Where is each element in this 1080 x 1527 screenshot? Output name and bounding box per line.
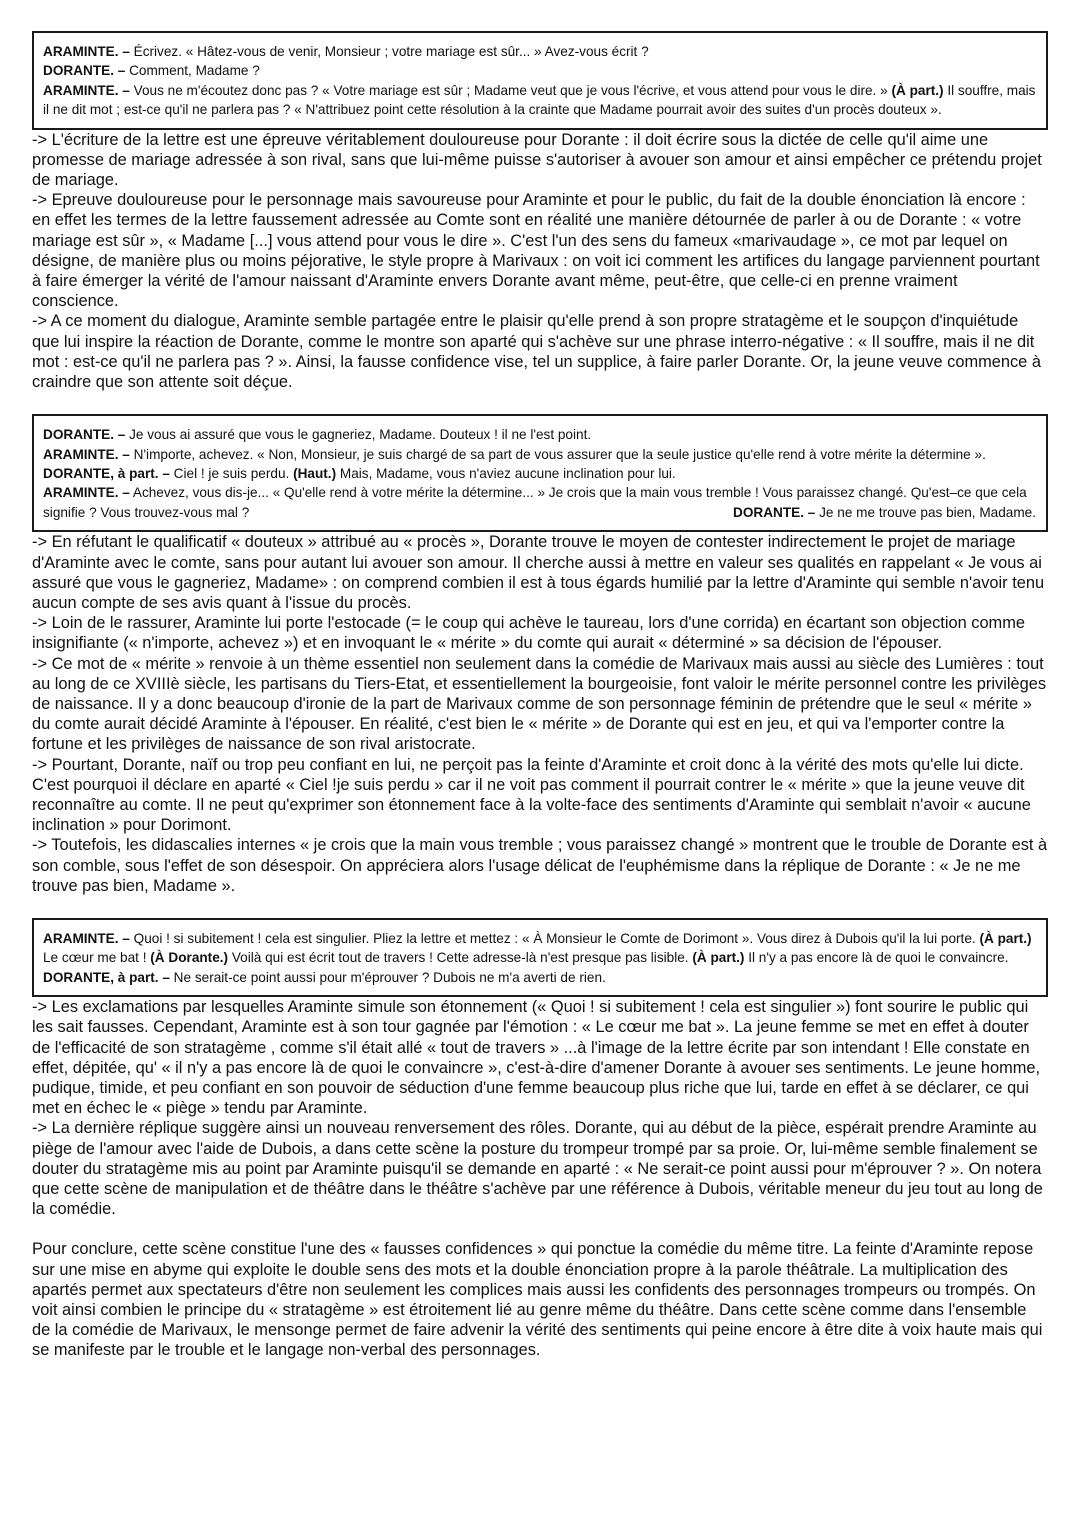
excerpt-line (43, 929, 1036, 968)
commentary-3 (32, 997, 1048, 1219)
line-text: Ne serait-ce point aussi pour m'éprouver ? Dubois ne m'a averti de rien. (169, 969, 606, 985)
excerpt-line (43, 425, 1036, 444)
excerpt-box-2 (32, 414, 1048, 532)
excerpt-box-3 (32, 918, 1048, 997)
speaker-name: ARAMINTE. – (43, 82, 130, 98)
commentary-paragraph: -> Pourtant, Dorante, naïf ou trop peu confiant en lui, ne perçoit pas la feinte d'Araminte et croit donc à la vérité des mots qu'elle lui dicte. C'est pourquoi il déclare en aparté « Ciel !je suis perdu » car il ne voit pas comment il pourrait contrer le « mérite » que la jeune veuve dit reconnaître au comte. Il ne peut qu'exprimer son étonnement face à la volte-face des sentiments d'Araminte qui semblait n'avoir « aucune inclination » pour Dorimont. (32, 755, 1031, 835)
line-text: Je vous ai assuré que vous le gagneriez, Madame. Douteux ! il ne l'est point. (125, 427, 592, 443)
commentary-paragraph: -> Ce mot de « mérite » renvoie à un thème essentiel non seulement dans la comédie de Marivaux mais aussi au siècle des Lumières : tout au long de ce XVIIIè siècle, les partisans du Tiers-Etat, et essentiellement la bourgeoisie, font valoir le mérite personnel contre les privilèges de naissance. Il y a donc beaucoup d'ironie de la part de Marivaux comme de son personnage féminin de prétendre que le seul « mérite » du comte aurait décidé Araminte à l'épouser. En réalité, c'est bien le « mérite » de Dorante qui est en jeu, et qui va l'emporter contre la fortune et les privilèges de naissance de son rival aristocrate. (32, 654, 1047, 754)
line-text: Achevez, vous dis-je... « Qu'elle rend à votre mérite la détermine... » Je crois que la main vous tremble ! Vous paraissez changé. Qu'est–ce que cela signifie ? Vous trouvez-vous mal ? (43, 485, 1027, 520)
speaker-name: ARAMINTE. – (43, 930, 130, 946)
speaker-name: ARAMINTE. – (43, 44, 130, 59)
line-text: Je ne me trouve pas bien, Madame. (815, 504, 1036, 520)
commentary-paragraph: -> A ce moment du dialogue, Araminte semble partagée entre le plaisir qu'elle prend à son propre stratagème et le soupçon d'inquiétude que lui inspire la réaction de Dorante, comme le montre son aparté qui s'achève sur une phrase interro-négative : « Il souffre, mais il ne dit mot : est-ce qu'il ne parlera pas ? ». Ainsi, la fausse confidence vise, tel un supplice, à faire parler Dorante. Or, la jeune veuve commence à craindre que son attente soit déçue. (32, 312, 1041, 392)
excerpt-box-1 (32, 31, 1048, 130)
speaker-name: ARAMINTE. – (43, 485, 130, 501)
speaker-name: DORANTE, à part. – (43, 466, 170, 482)
stage-direction: (À part.) (979, 930, 1032, 946)
speaker-name: DORANTE. – (43, 427, 126, 443)
line-text: Comment, Madame ? (125, 63, 260, 79)
line-text: Le cœur me bat ! (43, 950, 151, 966)
commentary-paragraph: -> Loin de le rassurer, Araminte lui porte l'estocade (= le coup qui achève le taureau, lors d'une corrida) en écartant son objection comme insignifiante (« n'importe, achevez ») et en invoquant le « mérite » du comte qui aurait « déterminé » sa décision de l'épouser. (32, 614, 1025, 653)
stage-direction: (À part.) (692, 950, 745, 966)
speaker-name: DORANTE. – (43, 63, 126, 79)
commentary-paragraph: -> Epreuve douloureuse pour le personnage mais savoureuse pour Araminte et pour le public, du fait de la double énonciation là encore : en effet les termes de la lettre faussement adressée au Comte sont en réalité une manière détournée de parler à ou de Dorante : « votre mariage est sûr », « Madame [...] vous attend pour vous le dire ». C'est l'un des sens du fameux «marivaudage », ce mot par lequel on désigne, de manière plus ou moins péjorative, le style propre à Marivaux : on voit ici comment les artifices du langage parviennent pourtant à faire émerger la vérité de l'amour naissant d'Araminte envers Dorante avant même, peut-être, que celle-ci en prenne vraiment conscience. (32, 191, 1040, 311)
excerpt-line (43, 61, 1036, 80)
commentary-paragraph: -> Toutefois, les didascalies internes « je crois que la main vous tremble ; vous paraissez changé » montrent que le trouble de Dorante est à son comble, sous l'effet de son désespoir. On appréciera alors l'usage délicat de l'euphémisme dans la réplique de Dorante : « Je ne me trouve pas bien, Madame ». (32, 836, 1048, 895)
commentary-paragraph: -> La dernière réplique suggère ainsi un nouveau renversement des rôles. Dorante, qui au début de la pièce, espérait prendre Araminte au piège de l'amour avec l'aide de Dubois, a dans cette scène la posture du trompeur trompé par sa proie. Or, lui-même semble finalement se douter du stratagème mis au point par Araminte puisqu'il se demande en aparté : « Ne serait-ce point aussi pour m'éprouver ? ». On notera que cette scène de manipulation et de théâtre dans le théâtre s'achève par une référence à Dubois, véritable meneur du jeu tout au long de la comédie. (32, 1119, 1043, 1219)
line-text: Il souffre, mais il ne dit mot ; est-ce qu'il ne parlera pas ? « N'attribuez point cette résolution à la crainte que Madame pourrait avoir des suites d'un procès douteux ». (43, 82, 1036, 118)
excerpt-line (43, 81, 1036, 120)
commentary-2 (32, 532, 1048, 896)
speaker-name: ARAMINTE. – (43, 446, 130, 462)
commentary-1 (32, 130, 1048, 393)
excerpt-line (43, 483, 1036, 522)
excerpt-line (43, 464, 1036, 483)
reply-dorante (733, 503, 1036, 522)
line-text: Mais, Madame, vous n'aviez aucune inclination pour lui. (336, 466, 676, 482)
excerpt-line (43, 42, 1036, 61)
stage-direction: (Haut.) (293, 466, 337, 482)
commentary-paragraph: -> Les exclamations par lesquelles Araminte simule son étonnement (« Quoi ! si subitement ! cela est singulier ») font sourire le public qui les sait fausses. Cependant, Araminte est à son tour gagnée par l'émotion : « Le cœur me bat ». La jeune femme se met en effet à douter de l'efficacité de son stratagème , comme s'il était allé « tout de travers » ...à l'image de la lettre écrite par son intendant ! Elle constate en effet, dépitée, qu' « il n'y a pas encore là de quoi le convaincre », c'est-à-dire d'amener Dorante à avouer ses sentiments. Le jeune homme, pudique, timide, et peu confiant en son pouvoir de séduction d'une femme beaucoup plus riche que lui, tarde en effet à se déclarer, ce qui met en échec le « piège » tendu par Araminte. (32, 998, 1041, 1118)
commentary-paragraph: -> En réfutant le qualificatif « douteux » attribué au « procès », Dorante trouve le moyen de contester indirectement le projet de mariage d'Araminte avec le comte, sans pour autant lui avouer son amour. Il cherche aussi à mettre en valeur ses qualités en rappelant « Je vous ai assuré que vous le gagneriez, Madame» : on comprend combien il est à tous égards humilié par la lettre d'Araminte qui semble n'avoir tenu aucun compte de ses avis quant à l'issue du procès. (32, 533, 1045, 612)
line-text: Voilà qui est écrit tout de travers ! Cette adresse-là n'est presque pas lisible. (228, 950, 693, 966)
stage-direction: (À Dorante.) (150, 950, 229, 966)
commentary-paragraph: -> L'écriture de la lettre est une épreuve véritablement douloureuse pour Dorante : il doit écrire sous la dictée de celle qu'il aime une promesse de mariage adressée à son rival, sans que lui-même puisse s'autoriser à avouer son amour et ainsi empêcher ce prétendu projet de mariage. (32, 130, 1042, 190)
line-text: Écrivez. « Hâtez-vous de venir, Monsieur ; votre mariage est sûr... » Avez-vous écrit ? (129, 44, 649, 59)
excerpt-line (43, 968, 1036, 987)
line-text: Vous ne m'écoutez donc pas ? « Votre mariage est sûr ; Madame veut que je vous l'écrive, et vous attend pour vous le dire. » (129, 82, 892, 98)
speaker-name: DORANTE, à part. – (43, 969, 170, 985)
excerpt-line (43, 445, 1036, 464)
stage-direction: (À part.) (891, 82, 944, 98)
conclusion (32, 1239, 1048, 1360)
speaker-name: DORANTE. – (733, 504, 816, 520)
line-text: Quoi ! si subitement ! cela est singulier. Pliez la lettre et mettez : « À Monsieur le Comte de Dorimont ». Vous direz à Dubois qu'il la lui porte. (129, 930, 980, 946)
document-page (32, 31, 1048, 1361)
conclusion-paragraph: Pour conclure, cette scène constitue l'une des « fausses confidences » qui ponctue la comédie du même titre. La feinte d'Araminte repose sur une mise en abyme qui exploite le double sens des mots et la double énonciation propre à la parole théâtrale. La multiplication des apartés permet aux spectateurs d'être non seulement les complices mais aussi les confidents des personnages trompeurs ou trompés. On voit ainsi combien le principe du « stratagème » est étroitement lié au genre même du théâtre. Dans cette scène comme dans l'ensemble de la comédie de Marivaux, le mensonge permet de faire advenir la vérité des sentiments qui peine encore à être dite à voix haute mais qui se manifeste par le trouble et le langage non-verbal des personnages. (32, 1240, 1043, 1360)
line-text: N'importe, achevez. « Non, Monsieur, je suis chargé de sa part de vous assurer que la seule justice qu'elle rend à votre mérite la détermine ». (129, 446, 986, 462)
line-text: Il n'y a pas encore là de quoi le convaincre. (744, 950, 1009, 966)
line-text: Ciel ! je suis perdu. (169, 466, 294, 482)
